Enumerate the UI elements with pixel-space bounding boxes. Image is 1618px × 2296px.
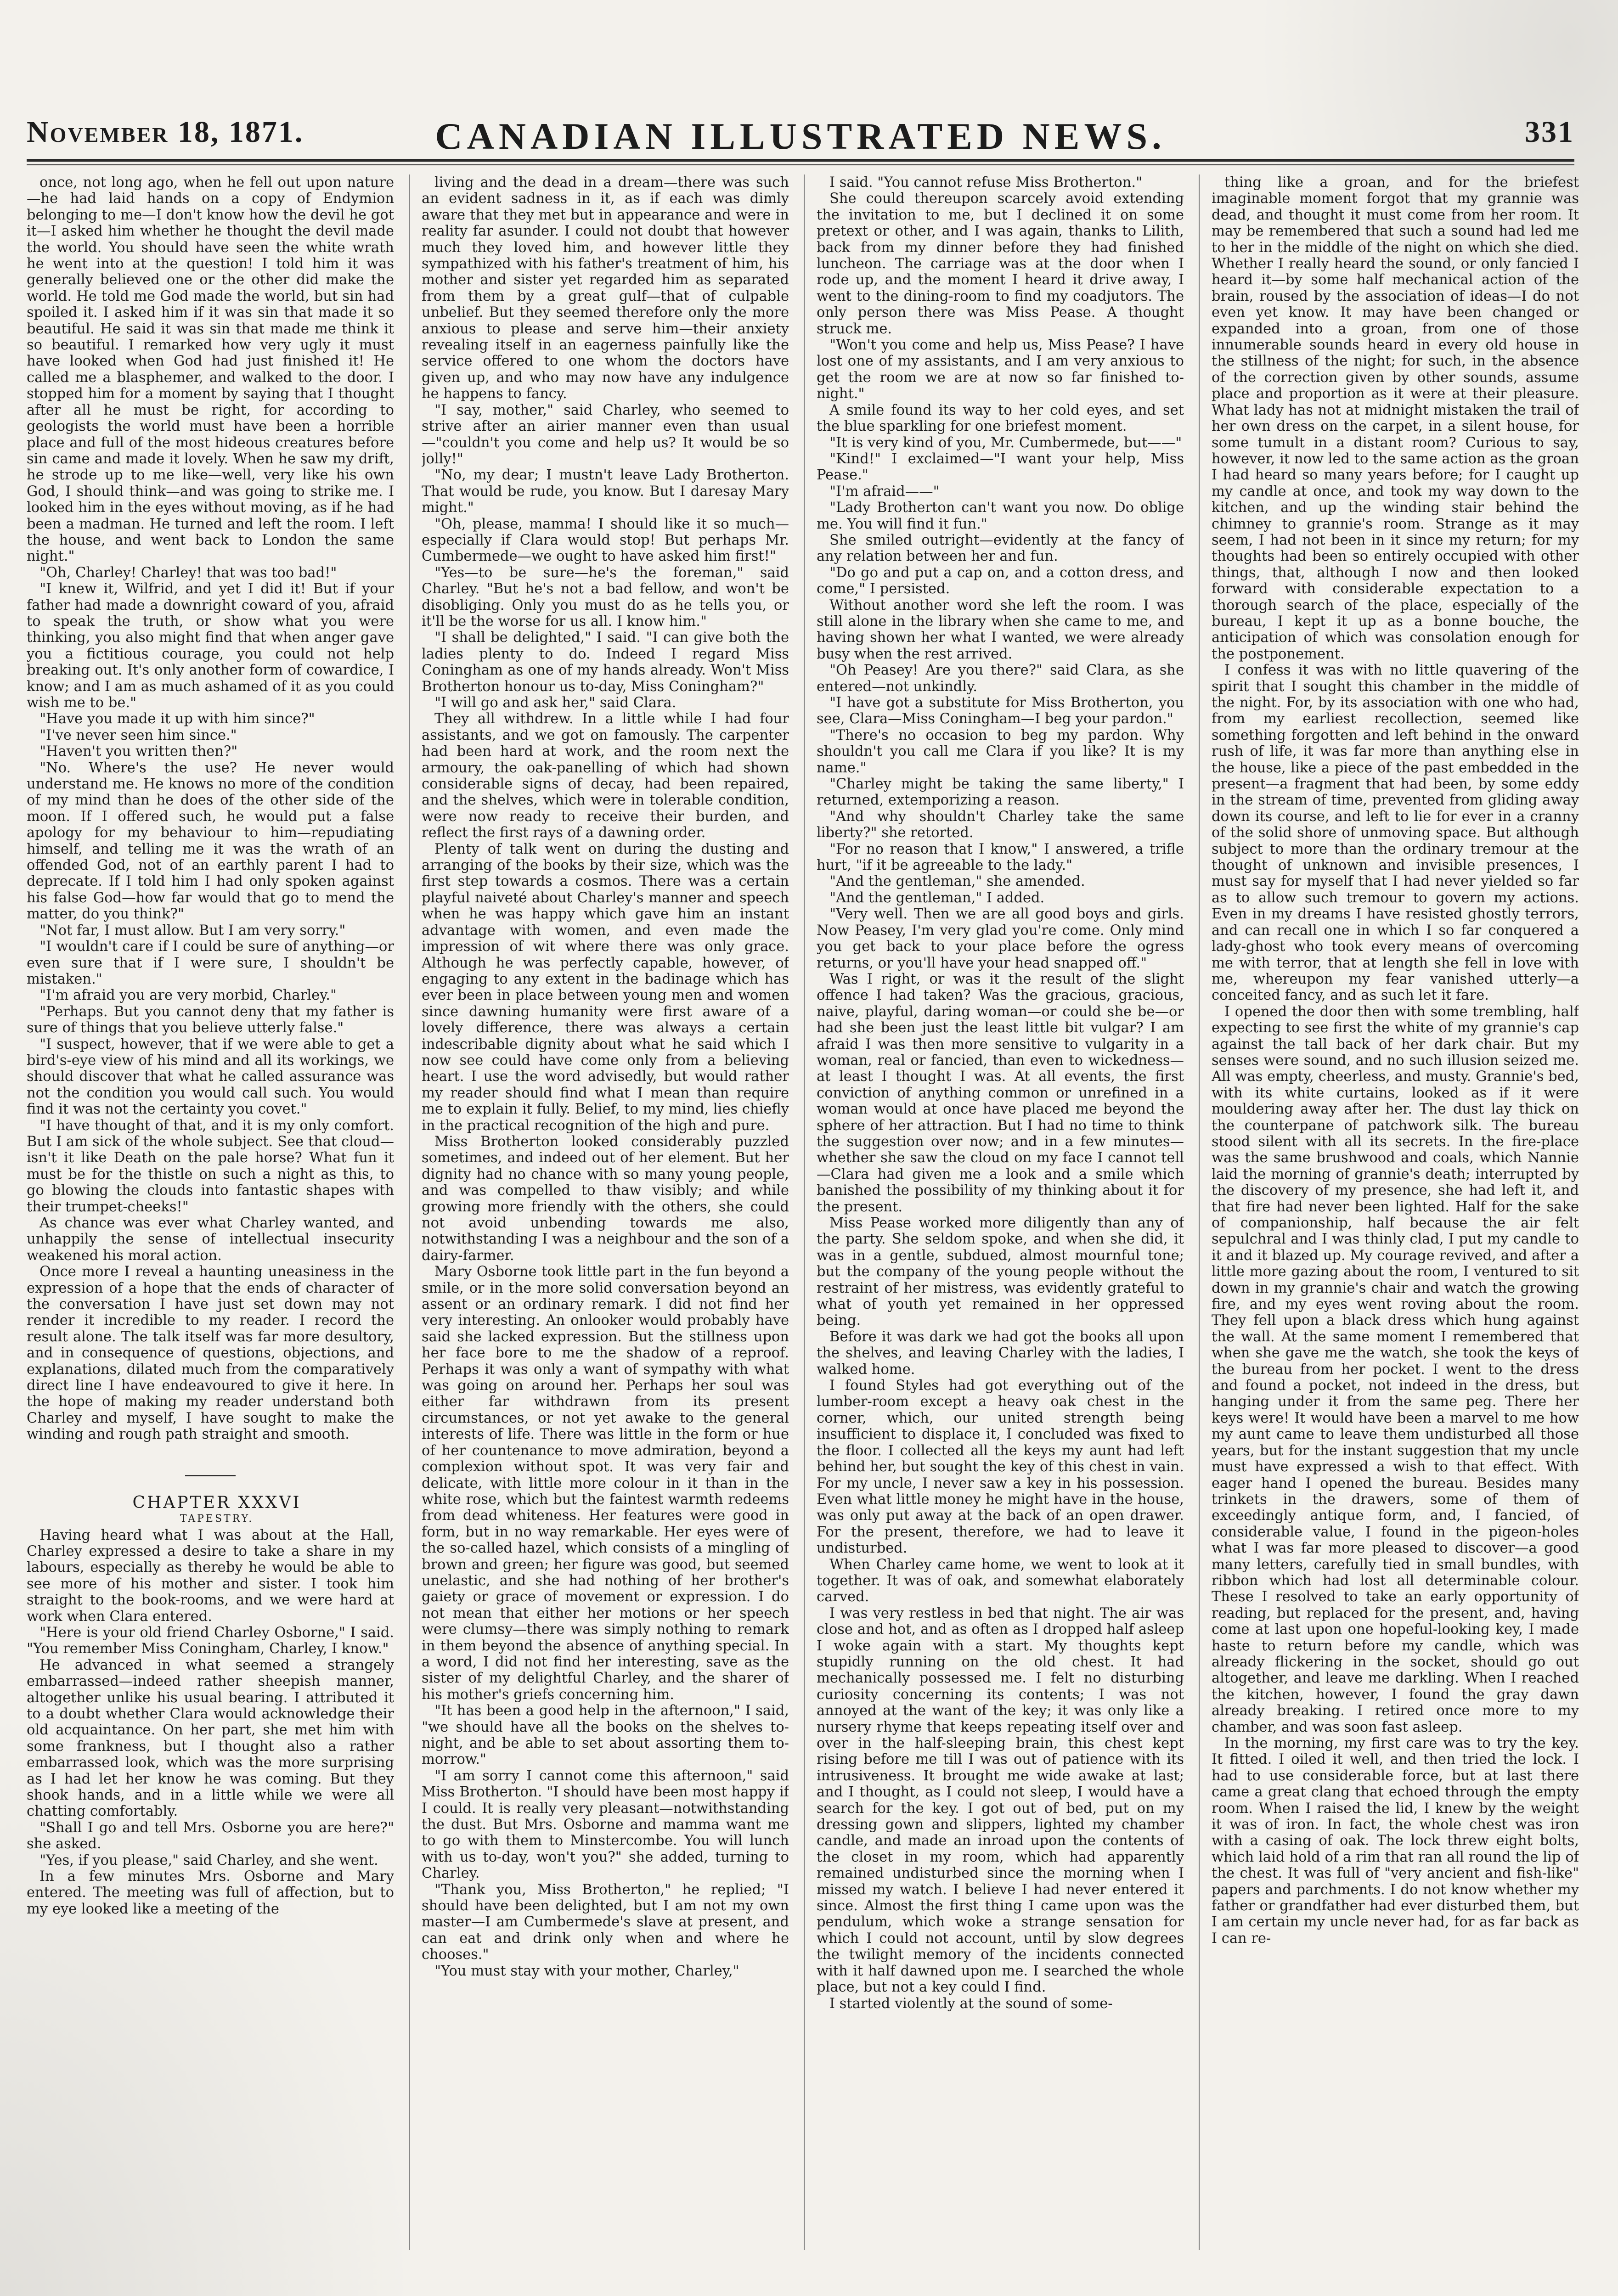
paragraph: "It has been a good help in the afternoon," I said, "we should have all the books on the shelves to-night, and be able to set about assorting them to-morrow."	[422, 1703, 789, 1768]
paragraph: When Charley came home, we went to look at it together. It was of oak, and somewhat elaborately carved.	[817, 1556, 1184, 1605]
paragraph: "For no reason that I know," I answered, a trifle hurt, "if it be agreeable to the lady."	[817, 841, 1184, 874]
column-1-after-chapter	[27, 1527, 394, 1918]
paragraph: "Very well. Then we are all good boys and girls. Now Peasey, I'm very glad you're come. Only mind you get back to your place before the ogress returns, or you'll have your head snapped off."	[817, 906, 1184, 971]
paragraph: "Oh Peasey! Are you there?" said Clara, as she entered—not unkindly.	[817, 662, 1184, 695]
masthead-rule	[27, 159, 1574, 162]
chapter-heading: CHAPTER XXXVI	[132, 1493, 301, 1512]
column-4	[1212, 174, 1579, 2268]
masthead	[27, 115, 1574, 161]
paragraph: "Have you made it up with him since?"	[39, 711, 315, 727]
paragraph: In the morning, my first care was to try the key. It fitted. I oiled it well, and then tried the lock. I had to use considerable force, but at last there came a great clang that echoed through the empty room. When I raised the lid, I knew by the weight it was of iron. In fact, the whole chest was iron with a casing of oak. The lock threw eight bolts, which laid hold of a rim that ran all round the lip of the chest. It was full of "very ancient and fish-like" papers and parchments. I do not know whether my father or grandfather had ever disturbed them, but I am certain my uncle never had, for as far back as I can re-	[1212, 1735, 1579, 1947]
paragraph: "And the gentleman," I added.	[829, 889, 1045, 906]
paragraph: "Won't you come and help us, Miss Pease? I have lost one of my assistants, and I am very anxious to get the room we are at now so far finished to-night."	[817, 337, 1184, 402]
paragraph: "Not far, I must allow. But I am very sorry."	[39, 922, 346, 939]
paragraph: She could thereupon scarcely avoid extending the invitation to me, but I declined it on some pretext or other, and I was again, thanks to Lilith, back from my dinner before they had finished luncheon. The carriage was at the door when I rode up, and the moment I heard it drive away, I went to the dining-room to find my coadjutors. The only person there was Miss Pease. A thought struck me.	[817, 191, 1184, 337]
paragraph: I confess it was with no little quavering of the spirit that I sought this chamber in the middle of the night. For, by its association with one who had, from my earliest recollection, seemed like something forgotten and left behind in the onward rush of life, it was far more than anything else in the house, like a piece of the past embedded in the present—a fragment that had been, by some eddy in the stream of time, prevented from gliding away down its course, and left to lie for ever in a cranny of the solid shore of unmoving space. But although subject to more than the ordinary tremour at the thought of unknown and invisible presences, I must say for myself that I had never yielded so far as to allow such tremour to govern my actions. Even in my dreams I have resisted ghostly terrors, and can recall one in which I so far conquered a lady-ghost who took every means of overcoming me with terror, that at length she fell in love with me, whereupon my fear vanished utterly—a conceited fancy, and as such let it fare.	[1212, 662, 1579, 1004]
paragraph: "I am sorry I cannot come this afternoon," said Miss Brotherton. "I should have been most happy if I could. It is really very pleasant—notwithstanding the dust. But Mrs. Osborne and mamma want me to go with them to Minstercombe. You will lunch with us to-day, won't you?" she added, turning to Charley.	[422, 1767, 789, 1882]
column-1-before-chapter	[27, 174, 394, 1443]
paragraph: Before it was dark we had got the books all upon the shelves, and leaving Charley with the ladies, I walked home.	[817, 1328, 1184, 1378]
column-1	[27, 174, 394, 2268]
paragraph: Once more I reveal a haunting uneasiness in the expression of a hope that the ends of character of the conversation I have just set down may not render it incredible to my reader. I record the result alone. The talk itself was far more desultory, and in consequence of questions, objections, and explanations, dilated much from the comparatively direct line I have endeavoured to give it here. In the hope of making my reader understand both Charley and myself, I have sought to make the winding and rough path straight and smooth.	[27, 1264, 394, 1443]
paragraph: "I've never seen him since."	[39, 727, 237, 743]
paragraph: "Yes, if you please," said Charley, and she went.	[39, 1852, 378, 1868]
column-3	[817, 174, 1184, 2268]
paragraph: "I have got a substitute for Miss Brotherton, you see, Clara—Miss Coningham—I beg your pardon."	[817, 695, 1184, 727]
paragraph: I was very restless in bed that night. The air was close and hot, and as often as I dropped half asleep I woke again with a start. My thoughts kept stupidly running on the old chest. It had mechanically possessed me. I felt no disturbing curiosity concerning its contents; I was not annoyed at the want of the key; it was only like a nursery rhyme that keeps repeating itself over and over in the half-sleeping brain, this chest kept rising before me till I was out of patience with its intrusiveness. It brought me wide awake at last; and I thought, as I could not sleep, I would have a search for the key. I got out of bed, put on my dressing gown and slippers, lighted my chamber candle, and made an inroad upon the contents of the closet in my room, which had apparently remained undisturbed since the morning when I missed my watch. I believe I had never entered it since. Almost the first thing I came upon was the pendulum, which woke a strange sensation for which I could not account, until by slow degrees the twilight memory of the incidents connected with it half dawned upon me. I searched the whole place, but not a key could I find.	[817, 1605, 1184, 1996]
paragraph: "I say, mother," said Charley, who seemed to strive after an airier manner even than usual—"couldn't you come and help us? It would be so jolly!"	[422, 402, 789, 467]
paragraph: "Charley might be taking the same liberty," I returned, extemporizing a reason.	[817, 776, 1184, 809]
paragraph: Mary Osborne took little part in the fun beyond a smile, or in the more solid conversation beyond an assent or an ordinary remark. I did not find her very interesting. An onlooker would probably have said she lacked expression. But the stillness upon her face bore to me the shadow of a reproof. Perhaps it was only a want of sympathy with what was going on around her. Perhaps her soul was either far withdrawn from its present circumstances, or not yet awake to the general interests of life. There was little in the form or hue of her countenance to move admiration, beyond a complexion without spot. It was very fair and delicate, with little more colour in it than in the white rose, which but the faintest warmth redeems from dead whiteness. Her features were good in form, but in no way remarkable. Her eyes were of the so-called hazel, which consists of a mingling of brown and green; her figure was good, but seemed unelastic, and she had nothing of her brother's gaiety or grace of movement or expression. I do not mean that either her motions or her speech were clumsy—there was simply nothing to remark in them beyond the absence of anything special. In a word, I did not find her interesting, save as the sister of my delightful Charley, and the sharer of his mother's griefs concerning him.	[422, 1264, 789, 1703]
paragraph: "I have thought of that, and it is my only comfort. But I am sick of the whole subject. See that cloud—isn't it like Death on the pale horse? What fun it must be for the thistle on such a night as this, to go blowing the clouds into fantastic shapes with their trumpet-cheeks!"	[27, 1117, 394, 1215]
paragraph: "And why shouldn't Charley take the same liberty?" she retorted.	[817, 808, 1184, 841]
paragraph: Without another word she left the room. I was still alone in the library when she came to me, and having shown her what I wanted, we were already busy when the rest arrived.	[817, 597, 1184, 662]
chapter-rule	[185, 1475, 236, 1476]
paragraph: "I will go and ask her," said Clara.	[434, 695, 677, 711]
issue-date: November 18, 1871.	[27, 115, 304, 149]
paragraph: She smiled outright—evidently at the fancy of any relation between her and fun.	[817, 532, 1184, 565]
paragraph: "I wouldn't care if I could be sure of anything—or even sure that if I were sure, I shouldn't be mistaken."	[27, 939, 394, 987]
paragraph: Having heard what I was about at the Hall, Charley expressed a desire to take a share in my labours, especially as thereby he would be able to see more of his mother and sister. I took him straight to the book-rooms, and we were hard at work when Clara entered.	[27, 1527, 394, 1625]
paragraph: "Yes—to be sure—he's the foreman," said Charley. "But he's not a bad fellow, and won't be disobliging. Only you must do as he tells you, or it'll be the worse for us all. I know him."	[422, 564, 789, 630]
paragraph: "Kind!" I exclaimed—"I want your help, Miss Pease."	[817, 450, 1184, 484]
paragraph: Was I right, or was it the result of the slight offence I had taken? Was the gracious, gracious, naive, playful, daring woman—or could she be—or had she been just the least little bit vulgar? I am afraid I was then more sensitive to vulgarity in a woman, real or fancied, than even to wickedness—at least I thought I was. At all events, the first conviction of anything common or unrefined in a woman would at once have placed me beyond the sphere of her attraction. But I had no time to think the suggestion over now; and in a few minutes—whether she saw the cloud on my face I cannot tell—Clara had given me a look and a smile which banished the possibility of my thinking about it for the present.	[817, 971, 1184, 1215]
column-divider	[409, 174, 410, 2250]
paragraph: once, not long ago, when he fell out upon nature—he had laid hands on a copy of Endymion belonging to me—I don't know how the devil he got it—I asked him whether he thought the devil made the world. You should have seen the white wrath he went into at the question! I told him it was generally believed one or the other did make the world. He told me God made the world, but sin had spoiled it. I asked him if it was sin that made it so beautiful. He said it was sin that made me think it so beautiful. I remarked how very ugly it must have looked when God had just finished it! He called me a blasphemer, and walked to the door. I stopped him for a moment by saying that I thought after all he must be right, for according to geologists the world must have been a horrible place and full of the most hideous creatures before sin came and made it lovely. When he saw my drift, he strode up to me like—well, very like his own God, I should think—and was going to strike me. I looked him in the eyes without moving, as if he had been a madman. He turned and left the room. I left the house, and went back to London the same night."	[27, 174, 394, 565]
column-divider	[1199, 174, 1200, 2250]
paragraph: living and the dead in a dream—there was such an evident sadness in it, as if each was dimly aware that they met but in appearance and were in reality far asunder. I could not doubt that however much they loved him, and however little they sympathized with his father's treatment of him, his mother and sister yet regarded him as separated from them by a great gulf—that of culpable unbelief. But they seemed therefore only the more anxious to please and serve him—their anxiety revealing itself in an eagerness painfully like the service offered to one whom the doctors have given up, and who may now have any indulgence he happens to fancy.	[422, 174, 789, 402]
paragraph: "Perhaps. But you cannot deny that my father is sure of things that you believe utterly false."	[27, 1003, 394, 1036]
page-number: 331	[1525, 115, 1574, 149]
paragraph: "There's no occasion to beg my pardon. Why shouldn't you call me Clara if you like? It is my name."	[817, 727, 1184, 776]
paragraph: I opened the door then with some trembling, half expecting to see first the white of my grannie's cap against the tall back of her dark chair. But my senses were sound, and no such illusion seized me. All was empty, cheerless, and musty. Grannie's bed, with its white curtains, looked as if it were mouldering away after her. The dust lay thick on the counterpane of patchwork silk. The bureau stood silent with all its secrets. In the fire-place was the same brushwood and coals, which Nannie laid the morning of grannie's death; interrupted by the discovery of my presence, she had left it, and that fire had never been lighted. Half for the sake of companionship, half because the air felt sepulchral and I was thinly clad, I put my candle to it and it blazed up. My courage revived, and after a little more gazing about the room, I ventured to sit down in my grannie's chair and watch the growing fire, and my eyes went roving about the room. They fell upon a black dress which hung against the wall. At the same moment I remembered that when she gave me the watch, she took the keys of the bureau from her pocket. I went to the dress and found a pocket, not indeed in the dress, but hanging under it from the same peg. There her keys were! It would have been a marvel to me how my aunt came to leave them undisturbed all those years, but for the instant suggestion that my uncle must have expressed a wish to that effect. With eager hand I opened the bureau. Besides many trinkets in the drawers, some of them of exceedingly antique form, and, I fancied, of considerable value, I found in the pigeon-holes what I was far more pleased to discover—a good many letters, carefully tied in small bundles, with ribbon which had lost all determinable colour. These I resolved to take an early opportunity of reading, but replaced for the present, and, having come at last upon one hopeful-looking key, I made haste to return before my candle, which was already flickering in the socket, should go out altogether, and leave me darkling. When I reached the kitchen, however, I found the gray dawn already breaking. I retired once more to my chamber, and was soon fast asleep.	[1212, 1003, 1579, 1735]
column-2-body	[422, 174, 789, 1979]
newspaper-title: CANADIAN ILLUSTRATED NEWS.	[435, 115, 1166, 157]
paragraph: "No, my dear; I mustn't leave Lady Brotherton. That would be rude, you know. But I daresay Mary might."	[422, 467, 789, 516]
paragraph: "Shall I go and tell Mrs. Osborne you are here?" she asked.	[27, 1819, 394, 1852]
paragraph: As chance was ever what Charley wanted, and unhappily the sense of intellectual insecurity weakened his moral action.	[27, 1215, 394, 1264]
paragraph: "I'm afraid——"	[829, 483, 940, 500]
paragraph: "It is very kind of you, Mr. Cumbermede, but——"	[829, 434, 1182, 451]
paragraph: They all withdrew. In a little while I had four assistants, and we got on famously. The carpenter had been hard at work, and the room next the armoury, the oak-panelling of which had shown considerable signs of decay, had been repaired, and the shelves, which were in tolerable condition, were now ready to receive their burden, and reflect the first rays of a dawning order.	[422, 711, 789, 841]
paragraph: "I'm afraid you are very morbid, Charley."	[39, 987, 337, 1004]
paragraph: "Oh, please, mamma! I should like it so much—especially if Clara would stop! But perhaps Mr. Cumbermede—we ought to have asked him first!"	[422, 516, 789, 565]
paragraph: "And the gentleman," she amended.	[829, 873, 1085, 890]
paragraph: "Here is your old friend Charley Osborne," I said. "You remember Miss Coningham, Charley, I know."	[27, 1624, 394, 1657]
column-4-body	[1212, 174, 1579, 1947]
chapter-subtitle: TAPESTRY.	[180, 1513, 254, 1525]
paragraph: "Do go and put a cap on, and a cotton dress, and come," I persisted.	[817, 564, 1184, 597]
paragraph: A smile found its way to her cold eyes, and set the blue sparkling for one briefest moment.	[817, 402, 1184, 435]
paragraph: I said. "You cannot refuse Miss Brotherton."	[829, 174, 1143, 191]
column-3-body	[817, 174, 1184, 2012]
paragraph: "You must stay with your mother, Charley,"	[434, 1963, 739, 1979]
paragraph: In a few minutes Mrs. Osborne and Mary entered. The meeting was full of affection, but to my eye looked like a meeting of the	[27, 1868, 394, 1917]
column-2	[422, 174, 789, 2268]
paragraph: "Thank you, Miss Brotherton," he replied; "I should have been delighted, but I am not my own master—I am Cumbermede's slave at present, and can eat and drink only when and where he chooses."	[422, 1881, 789, 1963]
paragraph: "Lady Brotherton can't want you now. Do oblige me. You will find it fun."	[817, 500, 1184, 532]
paragraph: Plenty of talk went on during the dusting and arranging of the books by their size, which was the first step towards a cosmos. There was a certain playful naiveté about Charley's manner and speech when he was happy which gave him an instant advantage with women, and even made the impression of wit where there was only grace. Although he was perfectly capable, however, of engaging to any extent in the badinage which has ever been in place between young men and women since dawning humanity were first aware of a lovely difference, there was always a certain indescribable dignity about what he said which I now see could have come only from a believing heart. I use the word advisedly, but would rather my reader should find what I mean than require me to explain it fully. Belief, to my mind, lies chiefly in the practical recognition of the high and pure.	[422, 841, 789, 1134]
paragraph: I started violently at the sound of some-	[829, 1995, 1113, 2012]
masthead-rule-thin	[27, 164, 1574, 165]
paragraph: Miss Pease worked more diligently than any of the party. She seldom spoke, and when she did, it was in a gentle, subdued, almost mournful tone; but the company of the young people without the restraint of her mistress, was evidently grateful to what of youth yet remained in her oppressed being.	[817, 1215, 1184, 1329]
paragraph: "No. Where's the use? He never would understand me. He knows no more of the condition of my mind than he does of the other side of the moon. If I offered such, he would put a false apology for my behaviour to him—repudiating himself, and telling me it was the wrath of an offended God, not of an earthly parent I had to deprecate. If I told him I had only spoken against his false God—how far would that go to mend the matter, do you think?"	[27, 760, 394, 923]
paragraph: "I shall be delighted," I said. "I can give both the ladies plenty to do. Indeed I regard Miss Coningham as one of my hands already. Won't Miss Brotherton honour us to-day, Miss Coningham?"	[422, 630, 789, 695]
column-divider	[804, 174, 805, 2250]
paragraph: I found Styles had got everything out of the lumber-room except a heavy oak chest in the corner, which, our united strength being insufficient to displace it, I concluded was fixed to the floor. I collected all the keys my aunt had left behind her, but sought the key of this chest in vain. For my uncle, I never saw a key in his possession. Even what little money he might have in the house, was only put away at the back of an open drawer. For the present, therefore, we had to leave it undisturbed.	[817, 1378, 1184, 1557]
paragraph: "Oh, Charley! Charley! that was too bad!"	[39, 564, 337, 581]
text-columns	[27, 174, 1579, 2268]
paragraph: thing like a groan, and for the briefest imaginable moment forgot that my grannie was dead, and thought it must come from her room. It may be remembered that such a sound had led me to her in the middle of the night on which she died. Whether I really heard the sound, or only fancied I heard it—by some half mechanical action of the brain, roused by the association of ideas—I do not even yet know. It may have been changed or expanded into a groan, from one of those innumerable sounds heard in every old house in the stillness of the night; for such, in the absence of the correction given by other sounds, assume place and proportion as it were at their pleasure. What lady has not at midnight mistaken the trail of her own dress on the carpet, in a silent house, for some tumult in a distant room? Curious to say, however, it now led to the same action as the groan I had heard so many years before; for I caught up my candle at once, and took my way down to the kitchen, and up the winding stair behind the chimney to grannie's room. Strange as it may seem, I had not been in it since my return; for my thoughts had been so entirely occupied with other things, that, although I now and then looked forward with considerable expectation to a thorough search of the place, especially of the bureau, I kept it up as a bonne bouche, the anticipation of which was consolation enough for the postponement.	[1212, 174, 1579, 662]
paragraph: Miss Brotherton looked considerably puzzled sometimes, and indeed out of her element. But her dignity had no chance with so many young people, and was compelled to thaw visibly; and while growing more friendly with the others, she could not avoid unbending towards me also, notwithstanding I was a neighbour and the son of a dairy-farmer.	[422, 1133, 789, 1264]
paragraph: "I suspect, however, that if we were able to get a bird's-eye view of his mind and all its workings, we should discover that what he called assurance was not the condition you would call such. You would find it was not the certainty you covet."	[27, 1036, 394, 1118]
paragraph: "Haven't you written then?"	[39, 743, 238, 760]
paragraph: "I knew it, Wilfrid, and yet I did it! But if your father had made a downright coward of you, afraid to speak the truth, or show what you were thinking, you also might find that when anger gave you a fictitious courage, you could not help breaking out. It's only another form of cowardice, I know; and I am as much ashamed of it as you could wish me to be."	[27, 581, 394, 711]
paragraph: He advanced in what seemed a strangely embarrassed—indeed rather sheepish manner, altogether unlike his usual bearing. I attributed it to a doubt whether Clara would acknowledge their old acquaintance. On her part, she met him with some frankness, but I thought also a rather embarrassed look, which was the more surprising as I had let her know he was coming. But they shook hands, and in a little while we were all chatting comfortably.	[27, 1657, 394, 1820]
